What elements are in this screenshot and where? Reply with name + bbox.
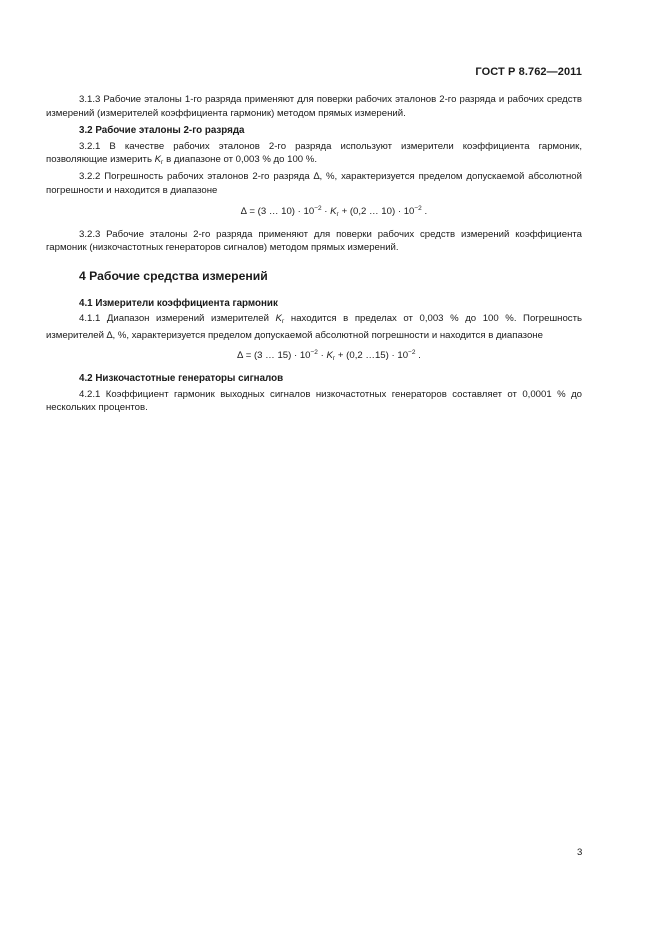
formula-2-part-d: . <box>415 350 421 362</box>
formula-1-exponent-2: −2 <box>414 205 422 213</box>
formula-2-part-c: + (0,2 …15) · 10 <box>335 350 409 362</box>
symbol-k: K <box>154 154 162 166</box>
symbol-k: K <box>275 313 282 325</box>
formula-2-part-a: ∆ = (3 … 15) · 10 <box>237 350 311 362</box>
symbol-k-subscript: г <box>161 159 164 167</box>
formula-2-symbol-k-subscript: г <box>332 355 336 363</box>
formula-1-exponent-1: −2 <box>314 205 322 213</box>
formula-2-exponent-2: −2 <box>408 349 416 357</box>
page-number: 3 <box>577 847 583 858</box>
heading-3-2: 3.2 Рабочие эталоны 2-го разряда <box>79 125 245 137</box>
paragraph-4-2-1: 4.2.1 Коэффициент гармоник выходных сигналов низкочастотных генераторов составляет от 0,0001 % до нескольких процентов. <box>46 388 582 414</box>
document-body <box>46 93 582 415</box>
paragraph-3-1-3: 3.1.3 Рабочие эталоны 1-го разряда применяют для поверки рабочих эталонов 2-го разряда и рабочих средств измерений (измерителей коэффициента гармоник) методом прямых измерений. <box>46 94 582 119</box>
paragraph-3-2-2: 3.2.2 Погрешность рабочих эталонов 2-го разряда ∆, %, характеризуется пределом допускаемой абсолютной погрешности и находится в диапазоне <box>46 170 582 196</box>
paragraph-3-2-1-text-start: 3.2.1 В качестве рабочих эталонов 2-го разряда используют измерители коэффициента гармоник, позволяющие измерить <box>46 140 582 166</box>
symbol-k-subscript: г <box>281 318 285 326</box>
formula-2-symbol-k: K <box>326 350 333 362</box>
formula-2-exponent-1: −2 <box>310 349 318 357</box>
paragraph-4-1-1 <box>46 312 582 342</box>
paragraph-3-2-3: 3.2.3 Рабочие эталоны 2-го разряда применяют для поверки рабочих средств измерений коэффициента гармоник (низкочастотных генераторов сигналов) методом прямых измерений. <box>46 228 582 254</box>
paragraph-4-1-1-text-start: 4.1.1 Диапазон измерений измерителей <box>79 313 276 325</box>
paragraph-3-2-1-text-end: в диапазоне от 0,003 % до 100 %. <box>163 154 317 166</box>
heading-section-4: 4 Рабочие средства измерений <box>79 268 268 283</box>
formula-1 <box>46 202 582 222</box>
formula-1-part-c: + (0,2 … 10) · 10 <box>338 206 415 218</box>
formula-1-symbol-k-subscript: г <box>336 211 339 219</box>
paragraph-3-2-1 <box>46 140 582 170</box>
document-standard-id: ГОСТ Р 8.762—2011 <box>475 66 582 78</box>
formula-1-part-a: ∆ = (3 … 10) · 10 <box>240 206 315 218</box>
formula-1-part-d: . <box>421 206 428 218</box>
formula-2-part-b: · <box>317 350 327 362</box>
formula-1-symbol-k: K <box>330 206 337 218</box>
formula-1-part-b: · <box>321 206 331 218</box>
heading-4-2: 4.2 Низкочастотные генераторы сигналов <box>79 372 284 384</box>
heading-4-1: 4.1 Измерители коэффициента гармоник <box>79 297 278 309</box>
formula-2 <box>46 346 582 366</box>
paragraph-4-1-1-text-end: находится в пределах от 0,003 % до 100 %. Погрешность измерителей ∆, %, характеризуется пределом допускаемой абсолютной погрешности и находится в диапазоне <box>46 313 582 341</box>
